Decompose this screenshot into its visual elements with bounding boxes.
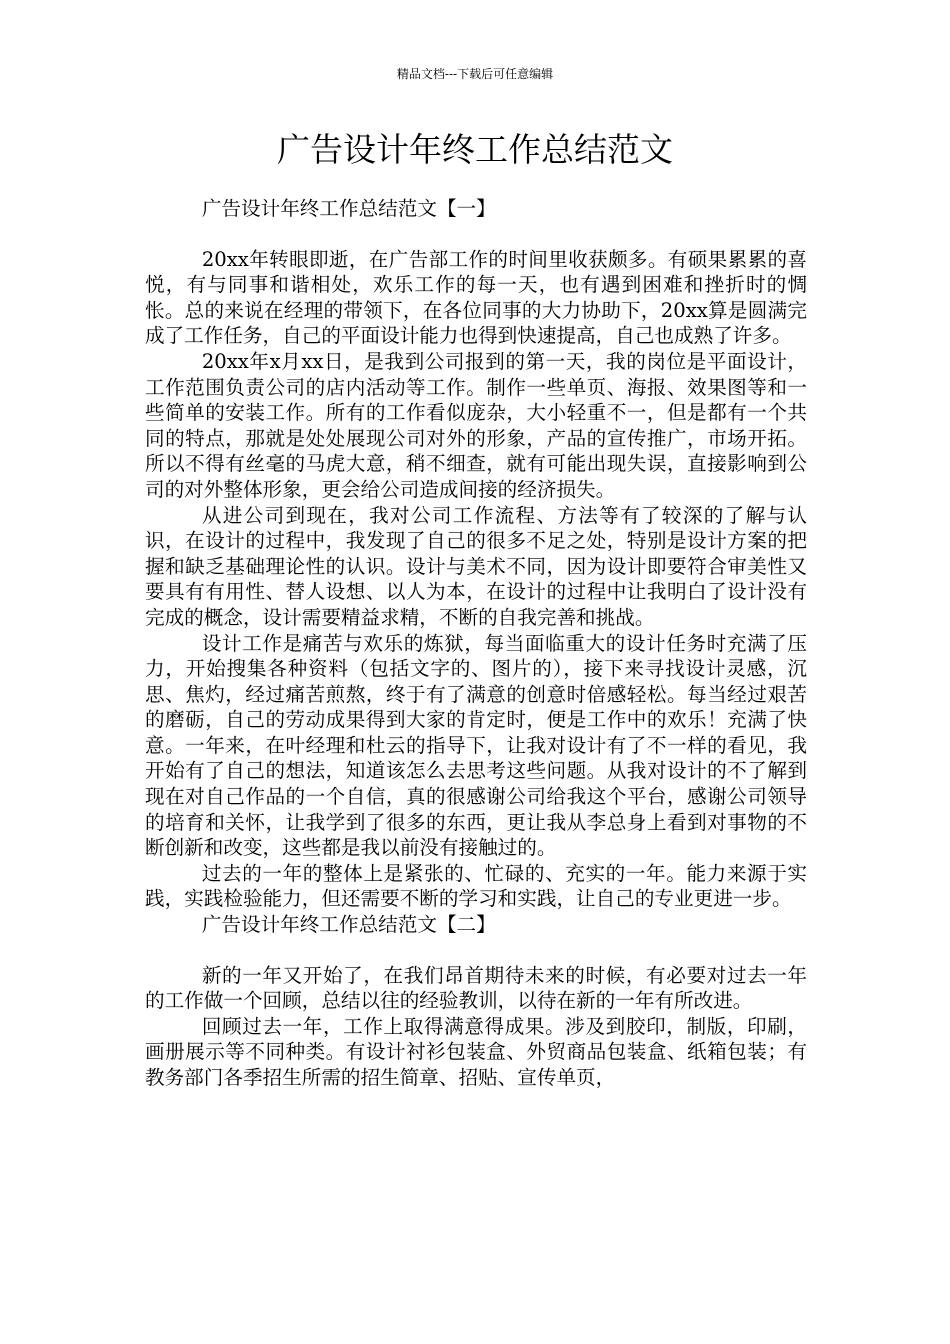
header-note: 精品文档---下载后可任意编辑 bbox=[396, 67, 554, 81]
document-body bbox=[145, 196, 807, 1091]
paragraph: 回顾过去一年，工作上取得满意得成果。涉及到胶印，制版，印刷，画册展示等不同种类。有设计衬衫包装盒、外贸商品包装盒、纸箱包装；有教务部门各季招生所需的招生简章、招贴、宣传单页， bbox=[145, 1014, 807, 1089]
paragraph: 20xx年转眼即逝，在广告部工作的时间里收获颇多。有硕果累累的喜悦，有与同事和谐相处，欢乐工作的每一天，也有遇到困难和挫折时的惆怅。总的来说在经理的带领下，在各位同事的大力协助下，20xx算是圆满完成了工作任务，自己的平面设计能力也得到快速提高，自己也成熟了许多。 bbox=[145, 247, 807, 348]
paragraph: 过去的一年的整体上是紧张的、忙碌的、充实的一年。能力来源于实践，实践检验能力，但还需要不断的学习和实践，让自己的专业更进一步。 bbox=[145, 861, 807, 911]
paragraph: 20xx年x月xx日，是我到公司报到的第一天，我的岗位是平面设计，工作范围负责公司的店内活动等工作。制作一些单页、海报、效果图等和一些简单的安装工作。所有的工作看似庞杂，大小轻重不一，但是都有一个共同的特点，那就是处处展现公司对外的形象，产品的宣传推广，市场开拓。所以不得有丝毫的马虎大意，稍不细查，就有可能出现失误，直接影响到公司的对外整体形象，更会给公司造成间接的经济损失。 bbox=[145, 349, 807, 501]
section-2-heading: 广告设计年终工作总结范文【二】 bbox=[201, 913, 496, 937]
document-title: 广告设计年终工作总结范文 bbox=[277, 130, 673, 169]
paragraph: 设计工作是痛苦与欢乐的炼狱，每当面临重大的设计任务时充满了压力，开始搜集各种资料（包括文字的、图片的），接下来寻找设计灵感，沉思、焦灼，经过痛苦煎熬，终于有了满意的创意时倍感轻松。每当经过艰苦的磨砺，自己的劳动成果得到大家的肯定时，便是工作中的欢乐！充满了快意。一年来，在叶经理和杜云的指导下，让我对设计有了不一样的看见，我开始有了自己的想法，知道该怎么去思考这些问题。从我对设计的不了解到现在对自己作品的一个自信，真的很感谢公司给我这个平台，感谢公司领导的培育和关怀，让我学到了很多的东西，更让我从李总身上看到对事物的不断创新和改变，这些都是我以前没有接触过的。 bbox=[145, 631, 807, 860]
paragraph: 从进公司到现在，我对公司工作流程、方法等有了较深的了解与认识，在设计的过程中，我发现了自己的很多不足之处，特别是设计方案的把握和缺乏基础理论性的认识。设计与美术不同，因为设计即要符合审美性又要具有有用性、替人设想、以人为本，在设计的过程中让我明白了设计没有完成的概念，设计需要精益求精，不断的自我完善和挑战。 bbox=[145, 503, 807, 629]
section-1-heading: 广告设计年终工作总结范文【一】 bbox=[201, 197, 496, 220]
paragraph: 新的一年又开始了，在我们昂首期待未来的时候，有必要对过去一年的工作做一个回顾，总结以往的经验教训，以待在新的一年有所改进。 bbox=[145, 963, 807, 1013]
